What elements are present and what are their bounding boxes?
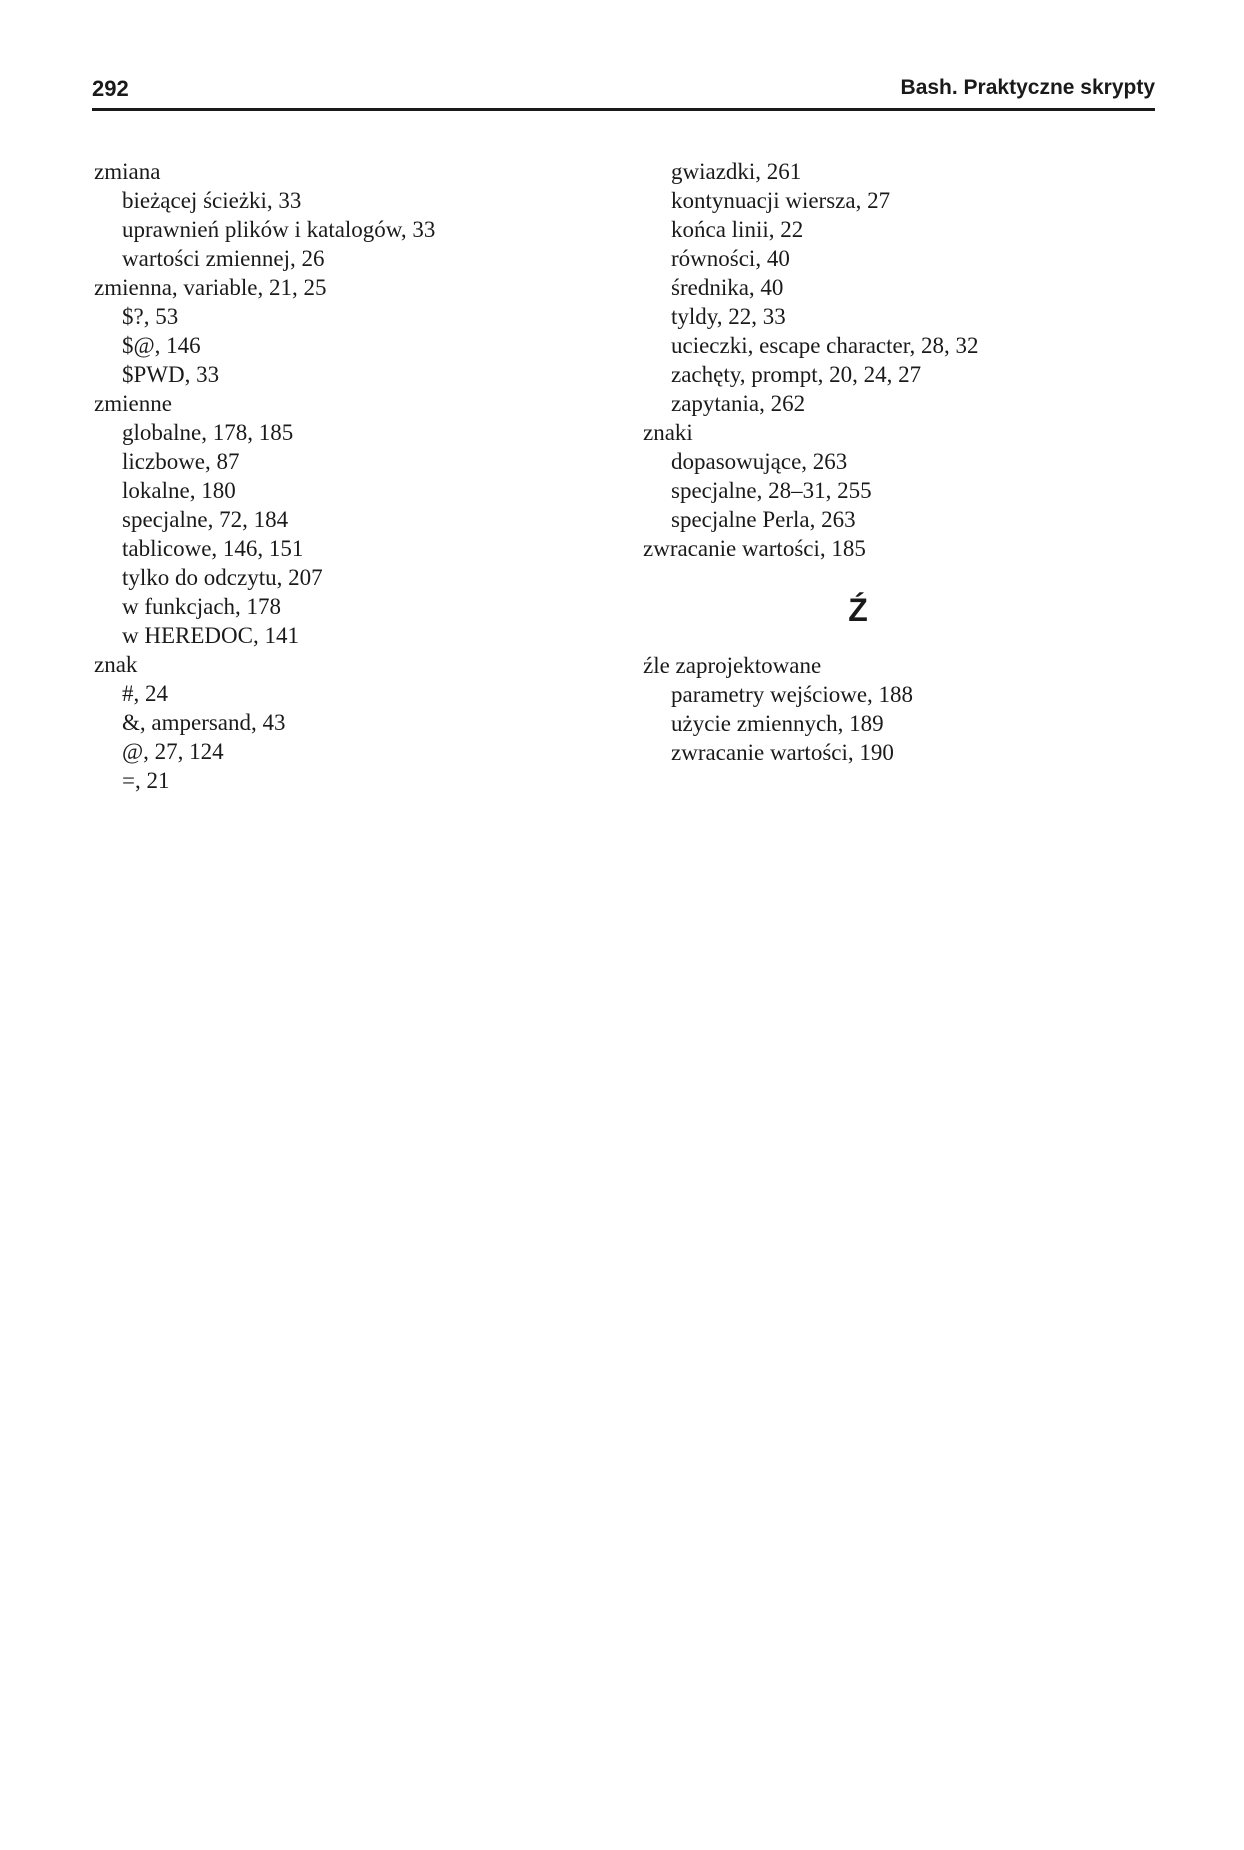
index-subentry: tylko do odczytu, 207 (122, 565, 323, 590)
index-entry: zmiana (94, 159, 161, 184)
index-subentry: parametry wejściowe, 188 (671, 682, 914, 707)
index-subentry: $?, 53 (122, 304, 179, 329)
index-subentry: kontynuacji wiersza, 27 (671, 188, 891, 213)
index-subentry: uprawnień plików i katalogów, 33 (122, 217, 436, 242)
index-subentry: końca linii, 22 (671, 217, 804, 242)
index-column-right (643, 157, 1163, 767)
index-subentry: tyldy, 22, 33 (671, 304, 786, 329)
index-subentry: zwracanie wartości, 190 (671, 740, 894, 765)
index-subentry: =, 21 (122, 768, 170, 793)
index-subentry: dopasowujące, 263 (671, 449, 848, 474)
index-subentry: liczbowe, 87 (122, 449, 240, 474)
running-header (92, 74, 1155, 111)
index-entry: zmienna, variable, 21, 25 (94, 275, 327, 300)
index-subentry: ucieczki, escape character, 28, 32 (671, 333, 979, 358)
index-subentry: globalne, 178, 185 (122, 420, 294, 445)
index-subentry: @, 27, 124 (122, 739, 224, 764)
index-subentry: $@, 146 (122, 333, 201, 358)
index-subentry: użycie zmiennych, 189 (671, 711, 884, 736)
index-subentry: gwiazdki, 261 (671, 159, 802, 184)
index-subentry: specjalne, 72, 184 (122, 507, 289, 532)
index-subentry: specjalne, 28–31, 255 (671, 478, 872, 503)
index-entry: znaki (643, 420, 693, 445)
index-entry: zwracanie wartości, 185 (643, 536, 866, 561)
index-subentry: specjalne Perla, 263 (671, 507, 856, 532)
section-letter-heading: Ź (848, 592, 868, 628)
book-title: Bash. Praktyczne skrypty (900, 76, 1155, 99)
index-entry: znak (94, 652, 138, 677)
index-subentry: zachęty, prompt, 20, 24, 27 (671, 362, 922, 387)
index-column-left (94, 157, 614, 795)
index-subentry: zapytania, 262 (671, 391, 806, 416)
index-subentry: równości, 40 (671, 246, 790, 271)
index-entry: źle zaprojektowane (643, 653, 822, 678)
index-subentry: tablicowe, 146, 151 (122, 536, 304, 561)
index-subentry: bieżącej ścieżki, 33 (122, 188, 302, 213)
index-subentry: w HEREDOC, 141 (122, 623, 299, 648)
index-subentry: wartości zmiennej, 26 (122, 246, 325, 271)
page-number: 292 (92, 76, 129, 101)
index-subentry: &, ampersand, 43 (122, 710, 286, 735)
index-subentry: średnika, 40 (671, 275, 784, 300)
index-subentry: $PWD, 33 (122, 362, 220, 387)
index-subentry: w funkcjach, 178 (122, 594, 282, 619)
index-subentry: #, 24 (122, 681, 168, 706)
index-entry: zmienne (94, 391, 172, 416)
index-subentry: lokalne, 180 (122, 478, 236, 503)
